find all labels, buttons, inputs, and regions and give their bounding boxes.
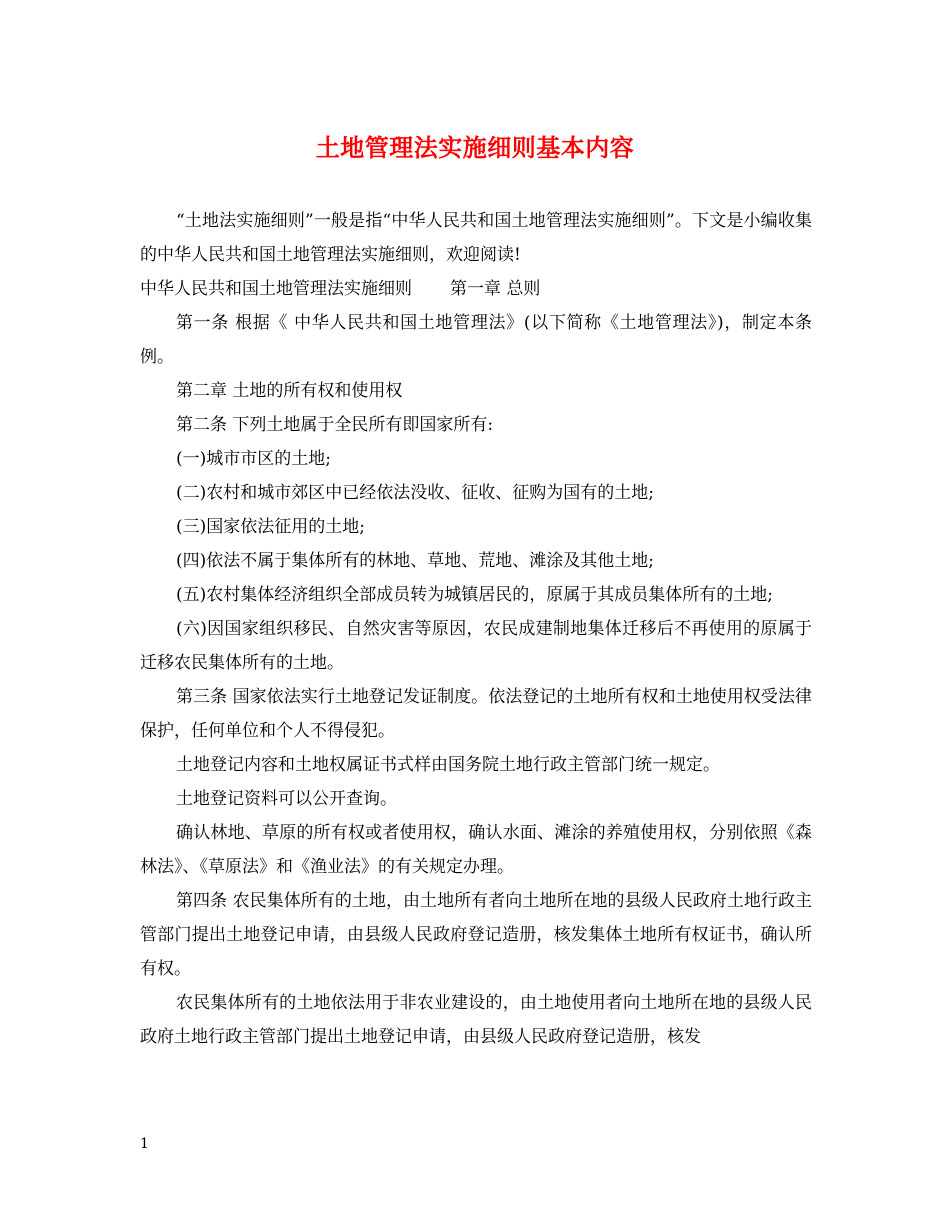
law-name: 中华人民共和国土地管理法实施细则 xyxy=(140,279,412,299)
article-2-item-4: (四)依法不属于集体所有的林地、草地、荒地、滩涂及其他土地; xyxy=(176,551,654,571)
article-2-item-1: (一)城市市区的土地; xyxy=(176,449,331,469)
article-2-item-3: (三)国家依法征用的土地; xyxy=(176,517,365,537)
article-2-item-6: (六)因国家组织移民、自然灾害等原因，农民成建制地集体迁移后不再使用的原属于迁移农民集体所有的土地。 xyxy=(140,619,812,673)
document-title: 土地管理法实施细则基本内容 xyxy=(315,133,635,162)
law-subheading xyxy=(140,272,812,306)
article-4-nonagricultural-use: 农民集体所有的土地依法用于非农业建设的，由土地使用者向土地所在地的县级人民政府土地行政主管部门提出土地登记申请，由县级人民政府登记造册，核发 xyxy=(140,993,812,1047)
intro-paragraph: “土地法实施细则”一般是指“中华人民共和国土地管理法实施细则”。下文是小编收集的中华人民共和国土地管理法实施细则，欢迎阅读! xyxy=(140,211,812,265)
page-number: 1 xyxy=(140,1136,149,1152)
article-3: 第三条 国家依法实行土地登记发证制度。依法登记的土地所有权和土地使用权受法律保护，任何单位和个人不得侵犯。 xyxy=(140,687,812,741)
article-2-item-2: (二)农村和城市郊区中已经依法没收、征收、征购为国有的土地; xyxy=(176,483,654,503)
chapter-one-heading: 第一章 总则 xyxy=(450,279,541,299)
article-3-public-query: 土地登记资料可以公开查询。 xyxy=(176,789,397,809)
article-2: 第二条 下列土地属于全民所有即国家所有: xyxy=(176,415,494,435)
chapter-2-heading: 第二章 土地的所有权和使用权 xyxy=(176,381,403,401)
article-3-registration-format: 土地登记内容和土地权属证书式样由国务院土地行政主管部门统一规定。 xyxy=(176,755,720,775)
document-body xyxy=(140,204,812,1054)
article-4: 第四条 农民集体所有的土地，由土地所有者向土地所在地的县级人民政府土地行政主管部门提出土地登记申请，由县级人民政府登记造册，核发集体土地所有权证书，确认所有权。 xyxy=(140,891,812,979)
article-1: 第一条 根据《 中华人民共和国土地管理法》(以下简称《土地管理法》)，制定本条例。 xyxy=(140,313,812,367)
article-2-item-5: (五)农村集体经济组织全部成员转为城镇居民的，原属于其成员集体所有的土地; xyxy=(176,585,773,605)
article-3-forest-grassland: 确认林地、草原的所有权或者使用权，确认水面、滩涂的养殖使用权，分别依照《森林法》、《草原法》和《渔业法》的有关规定办理。 xyxy=(140,823,812,877)
